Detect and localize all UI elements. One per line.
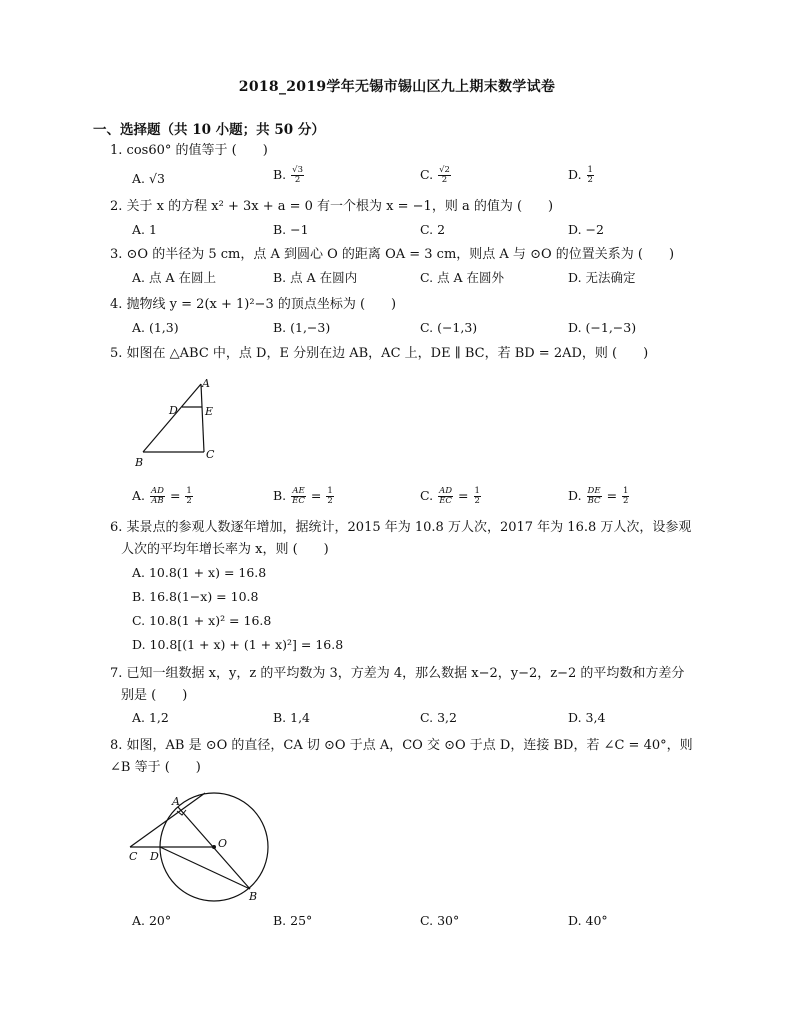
q2-option-a: A. 1 <box>132 222 157 237</box>
q8-option-d: D. 40° <box>568 913 608 928</box>
q7-option-b: B. 1,4 <box>273 710 311 725</box>
label-e: E <box>205 405 214 418</box>
q7-option-c: C. 3,2 <box>420 710 457 725</box>
question-7-stem-line2: 别是 ( ) <box>121 688 188 703</box>
q1-option-a: A. √3 <box>132 171 165 186</box>
q6-option-c: C. 10.8(1 + x)² = 16.8 <box>132 613 272 628</box>
label-b: B <box>249 890 258 903</box>
q8-option-c: C. 30° <box>420 913 460 928</box>
q2-option-c: C. 2 <box>420 222 446 237</box>
section-heading: 一、选择题（共 10 小题；共 50 分） <box>93 122 325 138</box>
triangle-figure <box>135 376 225 468</box>
question-5-stem: 5. 如图在 △ABC 中，点 D，E 分别在边 AB，AC 上，DE ∥ BC，若 BD = 2AD，则 ( ) <box>110 346 649 361</box>
q1-option-c: C. $\frac{√2}{2}$ <box>420 165 450 185</box>
q5-option-d: D. $\frac{DE}{BC}$ = $\frac{1}{2}$ <box>568 486 629 506</box>
q4-option-b: B. (1,−3) <box>273 320 331 335</box>
question-4-stem: 4. 抛物线 y = 2(x + 1)²−3 的顶点坐标为 ( ) <box>110 297 397 312</box>
q4-option-d: D. (−1,−3) <box>568 320 637 335</box>
side-ab <box>143 384 201 452</box>
question-2-stem: 2. 关于 x 的方程 x² + 3x + a = 0 有一个根为 x = −1，则 a 的值为 ( ) <box>110 199 554 214</box>
label-a: A <box>202 377 210 390</box>
q3-option-a: A. 点 A 在圆上 <box>132 270 216 285</box>
q8-option-a: A. 20° <box>132 913 172 928</box>
question-8-stem-line1: 8. 如图，AB 是 ⊙O 的直径，CA 切 ⊙O 于点 A，CO 交 ⊙O 于点 D，连接 BD，若 ∠C = 40°，则 <box>110 738 693 753</box>
q6-option-d: D. 10.8[(1 + x) + (1 + x)²] = 16.8 <box>132 637 344 652</box>
question-1-stem: 1. cos60° 的值等于 ( ) <box>110 143 268 158</box>
q1-option-d: D. $\frac{1}{2}$ <box>568 165 593 185</box>
label-d: D <box>150 850 159 863</box>
q6-option-b: B. 16.8(1−x) = 10.8 <box>132 589 259 604</box>
q7-option-d: D. 3,4 <box>568 710 606 725</box>
q8-option-b: B. 25° <box>273 913 313 928</box>
q2-option-d: D. −2 <box>568 222 604 237</box>
page-title: 2018_2019学年无锡市锡山区九上期末数学试卷 <box>238 79 556 95</box>
q3-option-d: D. 无法确定 <box>568 270 636 285</box>
tangent-line <box>130 793 205 847</box>
question-6-stem-line1: 6. 某景点的参观人数逐年增加，据统计，2015 年为 10.8 万人次，2017 年为 16.8 万人次，设参观 <box>110 520 692 535</box>
q1-option-b: B. $\frac{√3}{2}$ <box>273 165 303 185</box>
q6-option-a: A. 10.8(1 + x) = 16.8 <box>132 565 267 580</box>
q7-option-a: A. 1,2 <box>132 710 169 725</box>
label-c: C <box>129 850 138 863</box>
q5-option-b: B. $\frac{AE}{EC}$ = $\frac{1}{2}$ <box>273 486 333 506</box>
label-d: D <box>169 404 178 417</box>
q4-option-a: A. (1,3) <box>132 320 179 335</box>
side-ac <box>201 384 204 452</box>
question-6-stem-line2: 人次的平均年增长率为 x，则 ( ) <box>121 542 329 557</box>
q4-option-c: C. (−1,3) <box>420 320 478 335</box>
question-8-stem-line2: ∠B 等于 ( ) <box>110 760 201 775</box>
label-c: C <box>206 448 215 461</box>
q5-option-a: A. $\frac{AD}{AB}$ = $\frac{1}{2}$ <box>132 486 192 506</box>
center-point <box>212 845 216 849</box>
label-o: O <box>218 837 228 850</box>
label-b: B <box>135 456 144 468</box>
question-7-stem-line1: 7. 已知一组数据 x，y，z 的平均数为 3，方差为 4，那么数据 x−2，y−2，z−2 的平均数和方差分 <box>110 666 685 681</box>
q3-option-b: B. 点 A 在圆内 <box>273 270 358 285</box>
circle-tangent-figure <box>120 785 280 905</box>
q5-option-c: C. $\frac{AD}{EC}$ = $\frac{1}{2}$ <box>420 486 480 506</box>
question-3-stem: 3. ⊙O 的半径为 5 cm，点 A 到圆心 O 的距离 OA = 3 cm，则点 A 与 ⊙O 的位置关系为 ( ) <box>110 247 675 262</box>
q2-option-b: B. −1 <box>273 222 309 237</box>
q3-option-c: C. 点 A 在圆外 <box>420 270 505 285</box>
label-a: A <box>172 795 180 808</box>
